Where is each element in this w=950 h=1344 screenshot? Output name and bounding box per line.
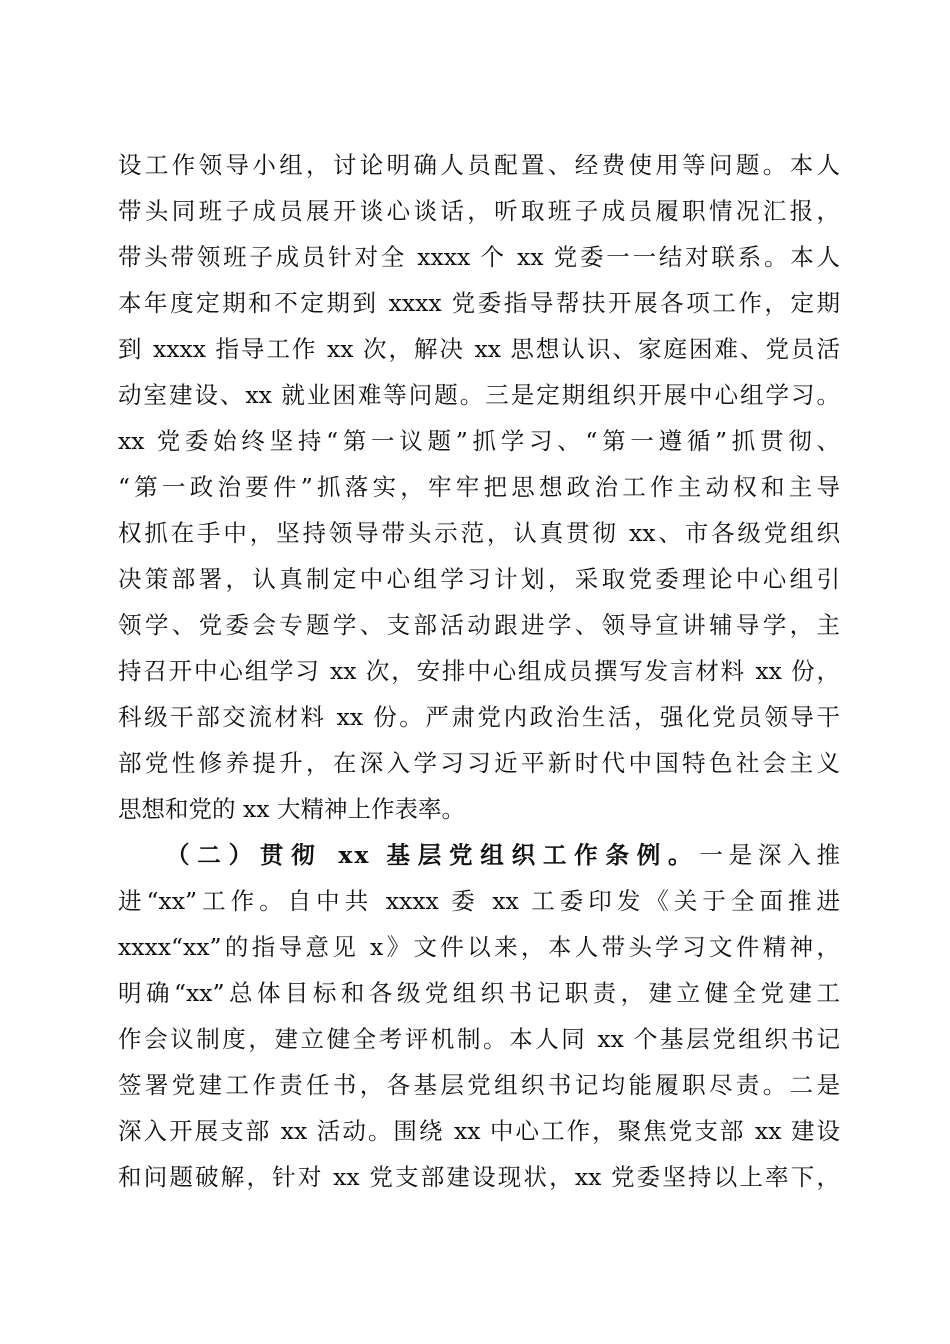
text-line: 带头带领班子成员针对全 xxxx 个 xx 党委一一结对联系。本人 [118,243,840,271]
text-line: 深入开展支部 xx 活动。围绕 xx 中心工作，聚焦党支部 xx 建设 [118,1117,840,1145]
text-line: 进“xx”工作。自中共 xxxx 委 xx 工委印发《关于全面推进 [118,887,840,915]
section-heading: （二）贯彻 xx 基层党组织工作条例。 [166,841,700,869]
text-line: “第一政治要件”抓落实，牢牢把思想政治工作主动权和主导 [118,473,840,501]
text-line: 领学、党委会专题学、支部活动跟进学、领导宣讲辅导学，主 [118,611,840,639]
text-line: 权抓在手中，坚持领导带头示范，认真贯彻 xx、市各级党组织 [118,519,840,547]
text-line: 动室建设、xx 就业困难等问题。三是定期组织开展中心组学习。 [118,381,840,409]
text-line: 明确“xx”总体目标和各级党组织书记职责，建立健全党建工 [118,979,840,1007]
body-text [118,142,840,1200]
text-line: 思想和党的 xx 大精神上作表率。 [118,795,465,823]
text-line: 到 xxxx 指导工作 xx 次，解决 xx 思想认识、家庭困难、党员活 [118,335,840,363]
text-line: 和问题破解，针对 xx 党支部建设现状，xx 党委坚持以上率下， [118,1163,840,1191]
text-line: 部党性修养提升，在深入学习习近平新时代中国特色社会主义 [118,749,840,777]
text-line: 本年度定期和不定期到 xxxx 党委指导帮扶开展各项工作，定期 [118,289,840,317]
paragraph-1 [118,142,840,832]
text-line: 带头同班子成员展开谈心谈话，听取班子成员履职情况汇报， [118,197,840,225]
text-line: 签署党建工作责任书，各基层党组织书记均能履职尽责。二是 [118,1071,840,1099]
text-line: 科级干部交流材料 xx 份。严肃党内政治生活，强化党员领导干 [118,703,840,731]
text-line: 持召开中心组学习 xx 次，安排中心组成员撰写发言材料 xx 份， [118,657,840,685]
paragraph-2 [118,832,840,1200]
text-line: 作会议制度，建立健全考评机制。本人同 xx 个基层党组织书记 [118,1025,840,1053]
text-line: 决策部署，认真制定中心组学习计划，采取党委理论中心组引 [118,565,840,593]
text-line: xx 党委始终坚持“第一议题”抓学习、“第一遵循”抓贯彻、 [118,427,840,455]
text-line: 设工作领导小组，讨论明确人员配置、经费使用等问题。本人 [118,151,840,179]
text-line: xxxx“xx”的指导意见 x》文件以来，本人带头学习文件精神， [118,933,840,961]
section-heading-line [118,832,840,878]
section-heading-rest: 一是深入推 [699,841,841,869]
